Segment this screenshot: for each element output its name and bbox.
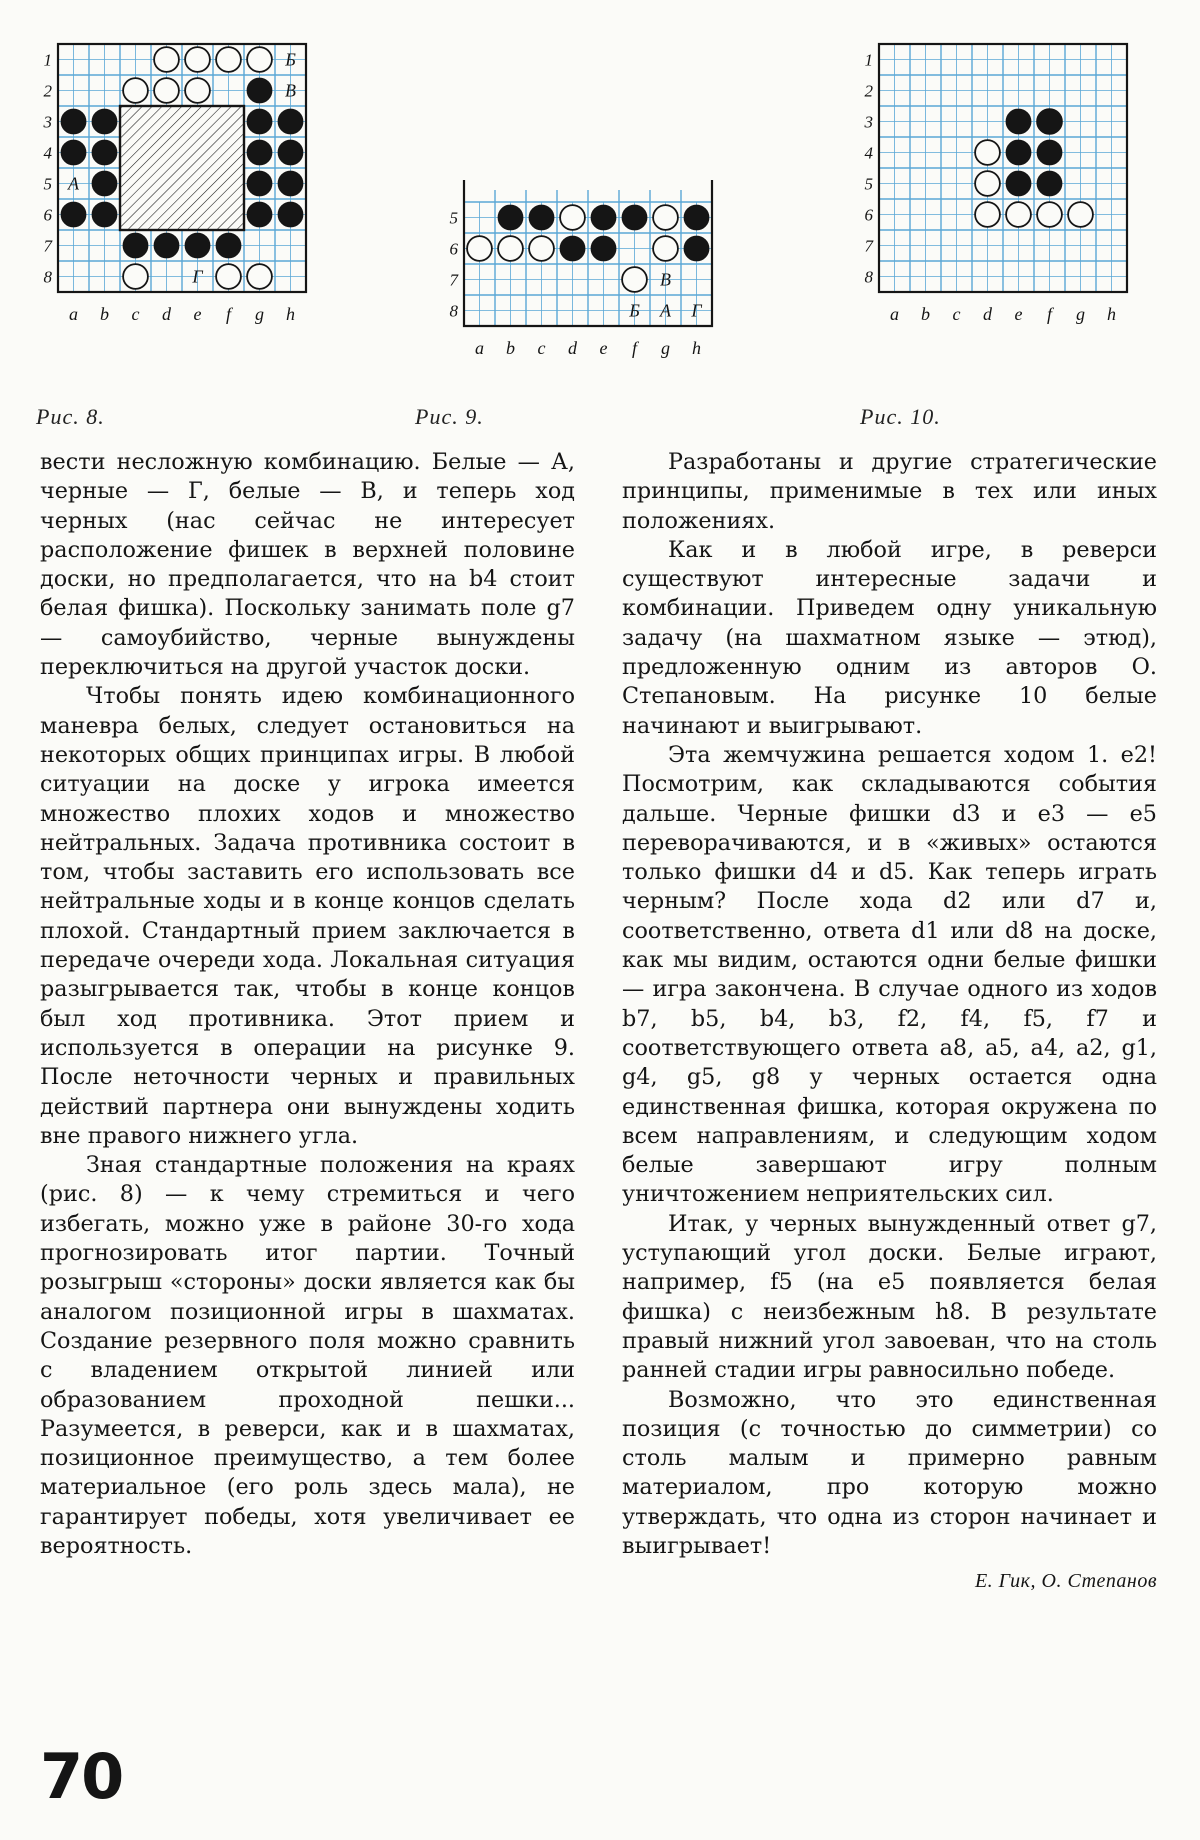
col-label: d — [983, 304, 992, 324]
white-disc-e6 — [1006, 202, 1031, 227]
row-label: 5 — [43, 174, 52, 194]
col-label: g — [661, 338, 670, 358]
white-disc-d5 — [975, 171, 1000, 196]
black-disc-e4 — [1006, 140, 1031, 165]
black-disc-b5 — [92, 171, 117, 196]
col-label: a — [890, 304, 899, 324]
black-disc-f7 — [216, 233, 241, 258]
right-paragraph-1: Разработаны и другие стратегические принципы, применимые в тех или иных положениях. — [622, 449, 1157, 534]
left-paragraph-2: Чтобы понять идею комбинационного маневра белых, следует остановиться на некоторых общих принципах игры. В любой ситуации на доске у игрока имеется множество плохих ходов и множество нейтральных. Задача противника состоит в том, чтобы заставить его использовать все нейтральные ходы и в конце концов сделать плохой. Стандартный прием заключается в передаче очереди хода. Локальная ситуация разыгрывается так, чтобы в конце концов был ход противника. Этот прием и используется в операции на рисунке 9. После неточности черных и правильных действий партнера они вынуждены ходить вне правого нижнего угла. — [40, 683, 575, 1149]
figure-8-caption: Рис. 8. — [36, 404, 105, 429]
row-label: 7 — [449, 270, 458, 290]
black-disc-c5 — [529, 205, 554, 230]
black-disc-f4 — [1037, 140, 1062, 165]
row-label: 8 — [864, 267, 873, 287]
black-disc-b4 — [92, 140, 117, 165]
white-disc-g6 — [653, 236, 678, 261]
col-label: c — [952, 304, 961, 324]
col-label: h — [692, 338, 701, 358]
col-label: f — [1046, 304, 1053, 324]
marker-label-h2: В — [285, 80, 296, 101]
black-disc-a3 — [61, 109, 86, 134]
left-paragraph-3: Зная стандартные положения на краях (рис. 8) — к чему стремиться и чего избегать, можно уже в районе 30-го хода прогнозировать итог партии. Точный розыгрыш «стороны» доски является как бы аналогом позиционной игры в шахматах. Создание резервного поля можно сравнить с владением открытой линией или образованием проходной пешки... Разумеется, в реверси, как и в шахматах, позиционное преимущество, а тем более материальное (его роль здесь мала), не гарантирует победы, хотя увеличивает ее вероятность. — [40, 1152, 575, 1559]
right-paragraph-3: Эта жемчужина решается ходом 1. e2! Посмотрим, как складываются события дальше. Черные фишки d3 и e3 — e5 переворачиваются, и в «живых» остаются только фишки d4 и d5. Как теперь играть черным? После хода d2 или d7 и, соответственно, ответа d1 или d8 на доске, как мы видим, остаются одни белые фишки — игра закончена. В случае одного из ходов b7, b5, b4, b3, f2, f4, f5, f7 и соответствующего ответа a8, a5, a4, a2, g1, g4, g5, g8 у черных остается одна единственная фишка, которая окружена по всем направлениям, и следующим ходом белые завершают игру полным уничтожением неприятельских сил. — [622, 741, 1157, 1208]
row-label: 6 — [864, 205, 873, 225]
black-disc-d7 — [154, 233, 179, 258]
white-disc-c8 — [123, 264, 148, 289]
black-disc-h6 — [684, 236, 709, 261]
figure-10-caption: Рис. 10. — [860, 404, 941, 429]
row-label: 2 — [43, 81, 52, 101]
col-label: f — [631, 338, 638, 358]
right-paragraph-2: Как и в любой игре, в реверси существуют интересные задачи и комбинации. Приведем одну уникальную задачу (на шахматном языке — этюд), предложенную одним из авторов О. Степановым. На рисунке 10 белые начинают и выигрывают. — [622, 536, 1157, 739]
row-label: 7 — [864, 236, 873, 256]
hatched-area — [120, 106, 244, 230]
black-disc-e7 — [185, 233, 210, 258]
white-disc-d5 — [560, 205, 585, 230]
col-label: h — [1107, 304, 1116, 324]
col-label: b — [506, 338, 515, 358]
col-label: d — [162, 304, 171, 324]
col-label: c — [537, 338, 546, 358]
row-label: 2 — [864, 81, 873, 101]
black-disc-h5 — [684, 205, 709, 230]
row-label: 5 — [864, 174, 873, 194]
marker-label-g7: В — [660, 269, 671, 290]
col-label: b — [100, 304, 109, 324]
white-disc-f7 — [622, 267, 647, 292]
white-disc-a6 — [467, 236, 492, 261]
marker-label-f8: Б — [629, 300, 640, 321]
black-disc-c7 — [123, 233, 148, 258]
white-disc-c2 — [123, 78, 148, 103]
white-disc-f6 — [1037, 202, 1062, 227]
row-label: 6 — [43, 205, 52, 225]
white-disc-d6 — [975, 202, 1000, 227]
col-label: g — [1076, 304, 1085, 324]
black-disc-g4 — [247, 140, 272, 165]
left-column — [40, 448, 575, 1561]
white-disc-b6 — [498, 236, 523, 261]
white-disc-d1 — [154, 47, 179, 72]
row-label: 3 — [43, 112, 52, 132]
black-disc-e3 — [1006, 109, 1031, 134]
black-disc-f5 — [1037, 171, 1062, 196]
black-disc-h6 — [278, 202, 303, 227]
black-disc-h3 — [278, 109, 303, 134]
black-disc-e5 — [1006, 171, 1031, 196]
white-disc-g6 — [1068, 202, 1093, 227]
right-paragraph-5: Возможно, что это единственная позиция (с точностью до симметрии) со столь малым и примерно равным материалом, про которую можно утверждать, что одна из сторон начинает и выигрывает! — [622, 1386, 1157, 1559]
row-label: 4 — [864, 143, 873, 163]
white-disc-g5 — [653, 205, 678, 230]
black-disc-f5 — [622, 205, 647, 230]
black-disc-d6 — [560, 236, 585, 261]
white-disc-f8 — [216, 264, 241, 289]
page-number: 70 — [40, 1740, 123, 1813]
right-paragraph-4: Итак, у черных вынужденный ответ g7, уступающий угол доски. Белые играют, например, f5 (на e5 появляется белая фишка) с неизбежным h8. В результате правый нижний угол завоеван, что на столь ранней стадии игры равносильно победе. — [622, 1210, 1157, 1384]
black-disc-f3x — [1037, 109, 1062, 134]
white-disc-d4 — [975, 140, 1000, 165]
col-label: c — [131, 304, 140, 324]
white-disc-g1 — [247, 47, 272, 72]
row-label: 5 — [449, 208, 458, 228]
row-label: 1 — [43, 50, 52, 70]
black-disc-e6 — [591, 236, 616, 261]
black-disc-a6 — [61, 202, 86, 227]
row-label: 7 — [43, 236, 52, 256]
white-disc-c6 — [529, 236, 554, 261]
white-disc-g8 — [247, 264, 272, 289]
col-label: e — [599, 338, 608, 358]
white-disc-e2 — [185, 78, 210, 103]
figure-10-board — [855, 40, 1175, 380]
row-label: 8 — [43, 267, 52, 287]
row-label: 4 — [43, 143, 52, 163]
col-label: d — [568, 338, 577, 358]
col-label: e — [1014, 304, 1023, 324]
author-signature: Е. Гик, О. Степанов — [974, 1570, 1157, 1593]
black-disc-a4 — [61, 140, 86, 165]
marker-label-g8: А — [660, 300, 671, 321]
black-disc-b6 — [92, 202, 117, 227]
marker-label-e8: Г — [192, 266, 203, 287]
marker-label-h8: Г — [691, 300, 702, 321]
black-disc-b5 — [498, 205, 523, 230]
row-label: 3 — [864, 112, 873, 132]
col-label: b — [921, 304, 930, 324]
row-label: 8 — [449, 301, 458, 321]
marker-label-a5: А — [68, 173, 79, 194]
col-label: g — [255, 304, 264, 324]
black-disc-h5 — [278, 171, 303, 196]
row-label: 6 — [449, 239, 458, 259]
col-label: h — [286, 304, 295, 324]
col-label: a — [69, 304, 78, 324]
black-disc-g6 — [247, 202, 272, 227]
black-disc-g3 — [247, 109, 272, 134]
col-label: a — [475, 338, 484, 358]
left-paragraph-1: вести несложную комбинацию. Белые — А, черные — Г, белые — В, и теперь ход черных (нас сейчас не интересует расположение фишек в верхней половине доски, но предполагается, что на b4 стоит белая фишка). Поскольку занимать поле g7 — самоубийство, черные вынуждены переключиться на другой участок доски. — [40, 449, 575, 681]
black-disc-h4 — [278, 140, 303, 165]
col-label: f — [225, 304, 232, 324]
black-disc-b3 — [92, 109, 117, 134]
row-label: 1 — [864, 50, 873, 70]
white-disc-e1 — [185, 47, 210, 72]
figure-8-board — [30, 40, 380, 380]
black-disc-g5 — [247, 171, 272, 196]
black-disc-e5 — [591, 205, 616, 230]
white-disc-d2 — [154, 78, 179, 103]
marker-label-h1: Б — [285, 49, 296, 70]
figure-9-caption: Рис. 9. — [415, 404, 484, 429]
white-disc-f1 — [216, 47, 241, 72]
right-column — [622, 448, 1157, 1597]
black-disc-g2 — [247, 78, 272, 103]
col-label: e — [193, 304, 202, 324]
figure-9-board — [440, 170, 770, 380]
